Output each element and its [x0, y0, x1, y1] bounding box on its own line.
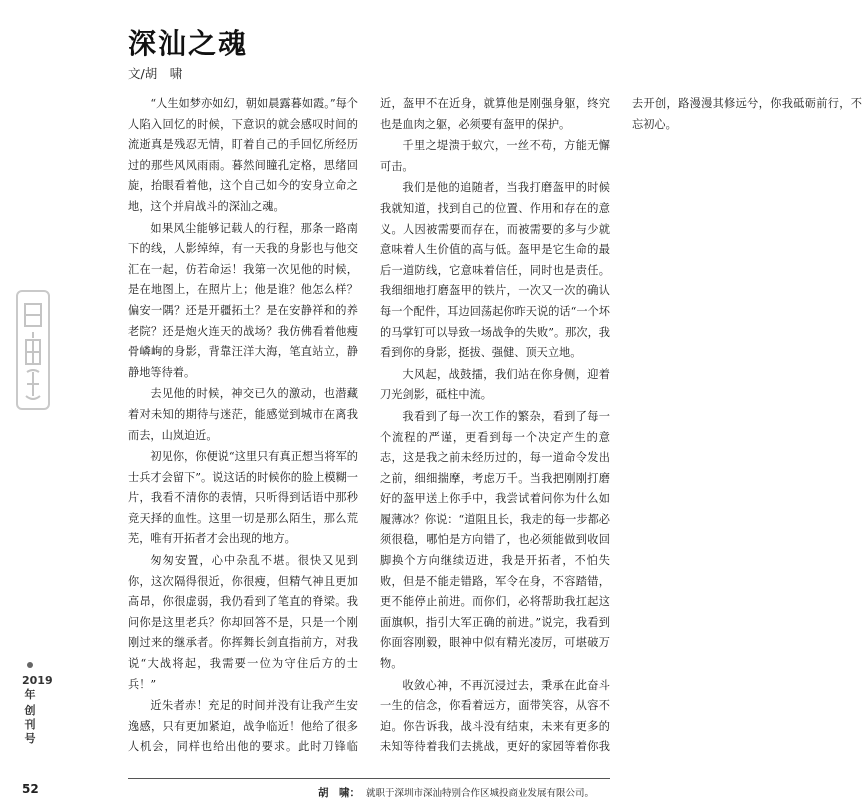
- author-note: [318, 785, 618, 800]
- paragraph: 如果风尘能够记载人的行程，那条一路南下的线，人影绰绰，有一天我的身影也与他交汇在一起，仿若命运！我第一次见他的时候，是在地图上，在照片上；他是谁？他怎么样？偏安一隅？还是开疆拓土？是在安静祥和的养老院？还是炮火连天的战场？我仿佛看着他瘦骨嶙峋的身影，背靠汪洋大海，笔直站立，静静地等待着。: [128, 221, 358, 379]
- issue-label: 创刊号: [24, 704, 36, 745]
- article-title: 深汕之魂: [128, 27, 249, 60]
- issue-year: 2019年: [22, 674, 53, 701]
- author-name: 胡 啸：: [318, 787, 360, 799]
- bullet-dot-icon: [27, 662, 33, 668]
- paragraph: 初见你，你便说“这里只有真正想当将军的士兵才会留下”。说这话的时候你的脸上模糊一片，我看不清你的表情，只听得到话语中那秒竞天择的血性。这里一切是那么陌生，那么荒芜，唯有开拓者才会出现的地方。: [128, 450, 358, 546]
- page-number: 52: [22, 782, 39, 796]
- paragraph: 我看到了每一次工作的繁杂，看到了每一个流程的严谨，更看到每一个决定产生的意志，这是我之前未经历过的，每一道命令发出之前，细细揣摩，考虑万千。当我把刚刚打磨好的盔甲送上你手中，我尝试着问你为什么如履薄冰？你说：“道阻且长，我走的每一步都必须很稳，哪怕是方向错了，也必须能做到收回脚换个方向继续迈进，我是开拓者，不怕失败，但是不能走错路，军令在身，不容踏错，更不能停止前进。而你们，必将帮助我扛起这面旗帜，指引大军正确的前进。”说完，我看到你面容刚毅，眼神中似有精光凌厉，可堪破万物。: [380, 409, 610, 671]
- paragraph: 匆匆安置，心中杂乱不堪。很快又见到你，这次隔得很近，你很瘦，但精气神且更加高昂，你很虚弱，我仍看到了笔直的脊梁。我问你是这里老兵？你却回答不是，只是一个刚刚过来的继承者。你挥舞长剑直指前方，对我说“大战将起，我需要一位为守住后方的士兵！”: [128, 554, 358, 691]
- paragraph: 我们是他的追随者，当我打磨盔甲的时候我就知道，找到自己的位置、作用和存在的意义。人因被需要而存在，而被需要的多与少就意味着人生价值的高与低。盔甲是它生命的最后一道防线，它意味着信任，同时也是责任。我细细地打磨盔甲的铁片，一次又一次的确认每一个配件，耳边回荡起你昨天说的话“一个坏的马掌钉可以导致一场战争的失败”。那次，我看到你的身影，挺拔、强健、顶天立地。: [380, 181, 610, 360]
- paragraph: “人生如梦亦如幻，朝如晨露暮如霞。”每个人陷入回忆的时候，下意识的就会感叹时间的流逝真是残忍无情，盯着自己的手回忆所经历过的那些风风雨雨。暮然间瞳孔定格，思绪回旋，抬眼看着他，这个自己如今的安身立命之地，这个并肩战斗的深汕之魂。: [128, 97, 358, 213]
- seal-stamp-icon: [16, 290, 50, 410]
- footer-divider: [128, 778, 610, 779]
- paragraph: 收敛心神，不再沉浸过去，秉承在此奋斗一生的信念，你看着远方，面带笑容，从容不迫。你告诉我，战斗没有结束，未来有更多的未知等待着我们去挑战，更好的家园等着你我去开创，路漫漫其修远兮，你我砥砺前行，不忘初心。: [380, 97, 862, 754]
- byline: 文/胡 啸: [128, 66, 183, 81]
- paragraph: 去见他的时候，神交已久的激动，也潜藏着对未知的期待与迷茫，能感觉到城市在离我而去，山岚迫近。: [128, 387, 358, 442]
- article-body: [128, 94, 862, 766]
- paragraph: 大风起，战鼓擂，我们站在你身侧，迎着刀光剑影，砥柱中流。: [380, 367, 610, 402]
- author-bio: 就职于深圳市深汕特别合作区城投商业发展有限公司。: [366, 788, 595, 799]
- issue-sidebar: [22, 662, 53, 748]
- paragraph: 千里之堤溃于蚁穴，一丝不苟，方能无懈可击。: [380, 139, 610, 173]
- paragraph: 近朱者赤！充足的时间并没有让我产生安逸感，只有更加紧迫，战争临近！他给了很多人机会，同样也给出他的要求。此时刀锋临近，盔甲不在近身，就算他是刚强身躯，终究也是血肉之躯，必须要有盔甲的保护。: [128, 97, 610, 754]
